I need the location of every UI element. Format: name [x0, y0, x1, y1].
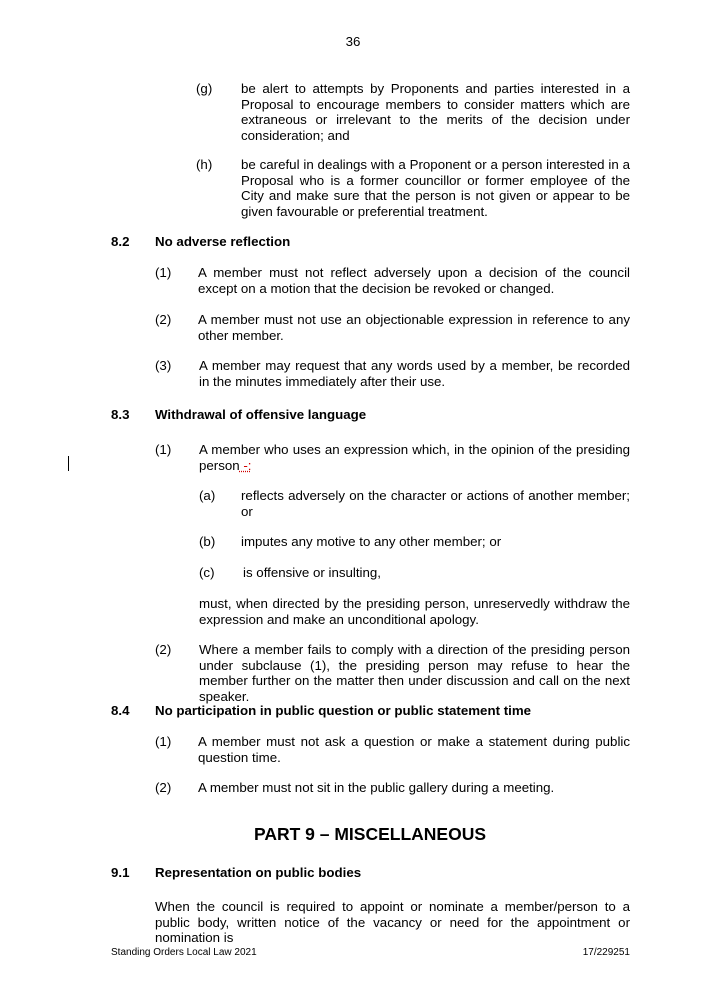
section-8-4-number: 8.4 — [111, 703, 130, 718]
footer-reference: 17/229251 — [582, 947, 630, 958]
section-8-2-number: 8.2 — [111, 234, 130, 249]
subitem-b-text: imputes any motive to any other member; or — [241, 534, 502, 549]
s84-item-2-text: A member must not sit in the public gallery during a meeting. — [198, 780, 555, 795]
s82-item-3-text: A member may request that any words used by a member, be recorded in the minutes immediately after their use. — [199, 358, 630, 389]
item-g-text: be alert to attempts by Proponents and parties interested in a Proposal to encourage members to consider matters which are extraneous or irrelevant to the merits of the decision under consideration; and — [241, 81, 630, 143]
item-g-label: (g) — [196, 81, 213, 96]
subitem-c-label: (c) — [199, 565, 215, 580]
s83-item-1-text — [199, 442, 630, 473]
page-number: 36 — [345, 34, 361, 49]
s83-item-1-label: (1) — [155, 442, 172, 457]
footer-title: Standing Orders Local Law 2021 — [111, 947, 257, 958]
s82-item-1-text: A member must not reflect adversely upon a decision of the council except on a motion that the decision be revoked or changed. — [198, 265, 630, 296]
s83-item-2-label: (2) — [155, 642, 172, 657]
s82-item-1-label: (1) — [155, 265, 172, 280]
section-8-2-heading: No adverse reflection — [155, 234, 291, 249]
subitem-a-label: (a) — [199, 488, 216, 503]
s84-item-1-text: A member must not ask a question or make a statement during public question time. — [198, 734, 630, 765]
tracked-change-mark: -: — [239, 457, 252, 473]
section-8-4-heading: No participation in public question or public statement time — [155, 703, 532, 718]
item-h-label: (h) — [196, 157, 213, 172]
part-title: PART 9 – MISCELLANEOUS — [253, 824, 487, 844]
section-9-1-number: 9.1 — [111, 865, 130, 880]
section-9-1-heading: Representation on public bodies — [155, 865, 362, 880]
section-9-1-text: When the council is required to appoint or nominate a member/person to a public body, written notice of the vacancy or need for the appointment or nomination is — [155, 899, 630, 946]
s84-item-1-label: (1) — [155, 734, 172, 749]
s83-item-1-body: A member who uses an expression which, in the opinion of the presiding person — [199, 442, 630, 473]
s83-item-2-text: Where a member fails to comply with a direction of the presiding person under subclause (1), the presiding person may refuse to hear the member further on the matter then under discussion and call on the next speaker. — [199, 642, 630, 704]
subitem-c-text: is offensive or insulting, — [243, 565, 381, 580]
s83-item-1-continuation: must, when directed by the presiding person, unreservedly withdraw the expression and make an unconditional apology. — [199, 596, 630, 627]
s84-item-2-label: (2) — [155, 780, 172, 795]
section-8-3-heading: Withdrawal of offensive language — [155, 407, 367, 422]
s82-item-2-label: (2) — [155, 312, 172, 327]
subitem-b-label: (b) — [199, 534, 216, 549]
s82-item-2-text: A member must not use an objectionable expression in reference to any other member. — [198, 312, 630, 343]
subitem-a-text: reflects adversely on the character or actions of another member; or — [241, 488, 630, 519]
section-8-3-number: 8.3 — [111, 407, 130, 422]
change-bar — [68, 456, 69, 471]
item-h-text: be careful in dealings with a Proponent or a person interested in a Proposal who is a former councillor or former employee of the City and make sure that the person is not given or appear to be given favourable or preferential treatment. — [241, 157, 630, 219]
s82-item-3-label: (3) — [155, 358, 172, 373]
